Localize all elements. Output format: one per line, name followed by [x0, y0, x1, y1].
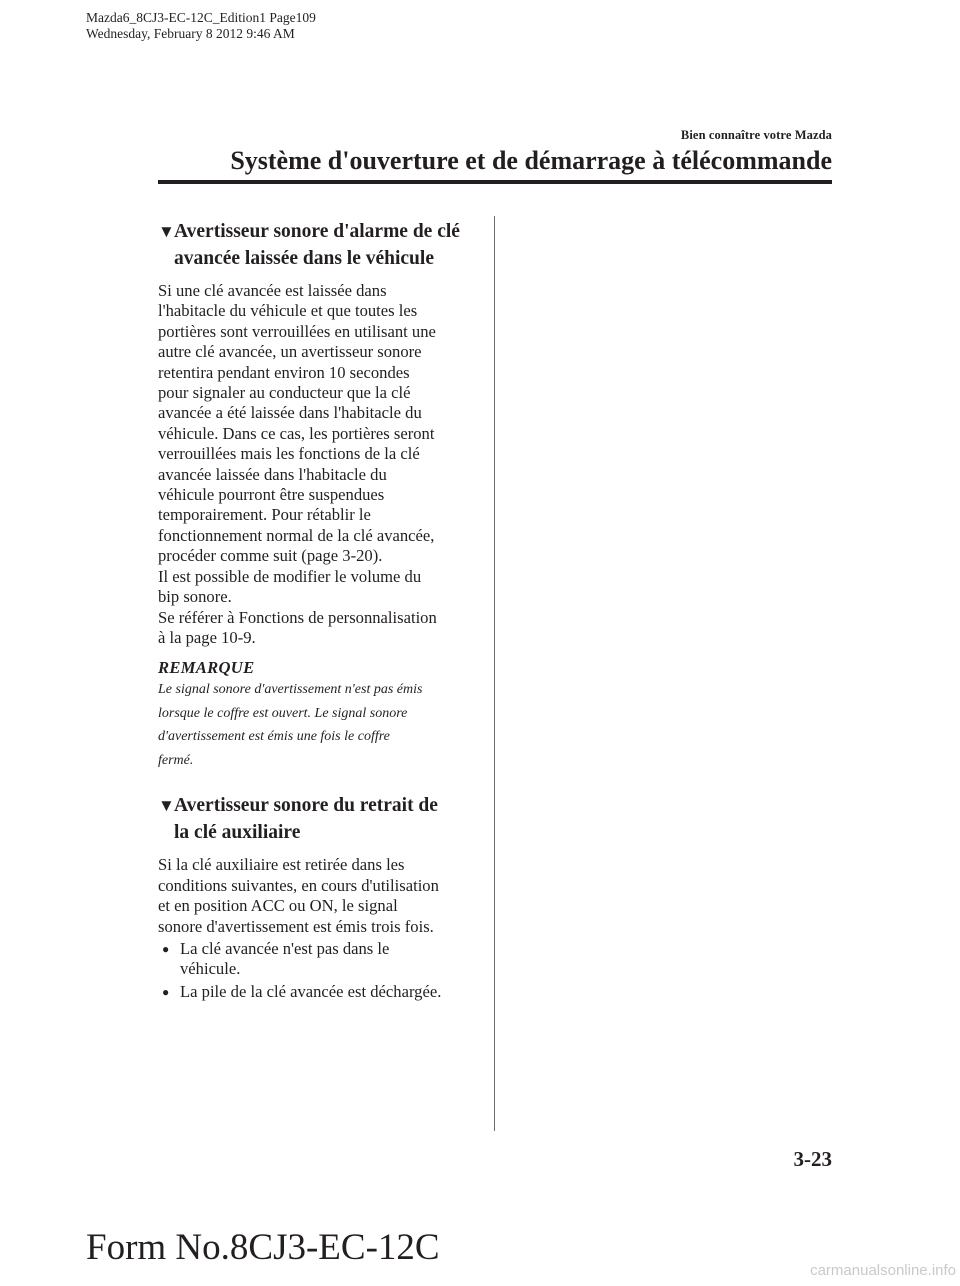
section-heading-advanced-key-alarm	[158, 218, 478, 272]
body-line: portières sont verrouillées en utilisant une	[158, 321, 436, 341]
body-line: verrouillées mais les fonctions de la clé	[158, 444, 420, 464]
body-line: Se référer à Fonctions de personnalisation	[158, 607, 437, 627]
note-line: d'avertissement est émis une fois le coffre	[158, 729, 390, 745]
section1-body	[158, 281, 478, 648]
body-line: avancée laissée dans l'habitacle du	[158, 464, 387, 484]
section2-body	[158, 855, 478, 937]
note-line: Le signal sonore d'avertissement n'est pas émis	[158, 682, 423, 698]
heading-line: Avertisseur sonore du retrait de	[174, 795, 438, 817]
body-line: Si une clé avancée est laissée dans	[158, 281, 387, 300]
note-line: lorsque le coffre est ouvert. Le signal sonore	[158, 705, 408, 721]
body-line: sonore d'avertissement est émis trois fois.	[158, 916, 434, 936]
body-line: véhicule. Dans ce cas, les portières seront	[158, 423, 435, 443]
page-number: 3-23	[793, 1147, 832, 1171]
body-line: fonctionnement normal de la clé avancée,	[158, 525, 435, 545]
body-line: véhicule pourront être suspendues	[158, 485, 385, 505]
watermark: carmanualsonline.info	[810, 1262, 956, 1279]
body-line: l'habitacle du véhicule et que toutes les	[158, 301, 418, 321]
body-line: bip sonore.	[158, 587, 232, 607]
body-line: et en position ACC ou ON, le signal	[158, 896, 398, 916]
bullet-dot-icon: ●	[162, 984, 170, 999]
note-title: REMARQUE	[158, 658, 255, 678]
list-item	[158, 982, 478, 1002]
heading-line: la clé auxiliaire	[174, 822, 301, 844]
form-number: Form No.8CJ3-EC-12C	[86, 1227, 440, 1268]
print-meta-line1: Mazda6_8CJ3-EC-12C_Edition1 Page109	[86, 10, 316, 25]
body-line: à la page 10-9.	[158, 627, 256, 647]
body-line: procéder comme suit (page 3-20).	[158, 546, 383, 566]
list-item-line: véhicule.	[180, 959, 241, 979]
body-line: temporairement. Pour rétablir le	[158, 505, 371, 525]
note-line: fermé.	[158, 752, 194, 768]
heading-line: avancée laissée dans le véhicule	[174, 248, 434, 269]
section-label: Bien connaître votre Mazda	[680, 128, 832, 142]
section-heading-aux-key-removal	[158, 792, 478, 846]
triangle-marker-icon: ▼	[158, 222, 175, 241]
body-line: avancée a été laissée dans l'habitacle du	[158, 403, 422, 423]
heading-line: Avertisseur sonore d'alarme de clé	[174, 221, 460, 242]
chapter-title: Système d'ouverture et de démarrage à télécommande	[230, 146, 832, 175]
body-line: Si la clé auxiliaire est retirée dans les	[158, 855, 405, 875]
print-metadata	[86, 10, 316, 42]
body-line: Il est possible de modifier le volume du	[158, 566, 422, 586]
body-line: autre clé avancée, un avertisseur sonore	[158, 342, 422, 362]
list-item	[158, 939, 478, 980]
running-header	[230, 128, 832, 178]
left-column	[158, 218, 478, 1002]
note-box	[158, 658, 478, 772]
body-line: retentira pendant environ 10 secondes	[158, 362, 410, 382]
header-rule	[158, 180, 832, 184]
condition-list	[158, 939, 478, 1002]
list-item-line: La pile de la clé avancée est déchargée.	[180, 981, 442, 1001]
print-meta-line2: Wednesday, February 8 2012 9:46 AM	[86, 26, 295, 41]
body-line: conditions suivantes, en cours d'utilisation	[158, 875, 439, 895]
bullet-dot-icon: ●	[162, 941, 170, 956]
list-item-line: La clé avancée n'est pas dans le	[180, 938, 390, 958]
triangle-marker-icon: ▼	[158, 796, 175, 816]
body-line: pour signaler au conducteur que la clé	[158, 383, 411, 403]
column-divider	[494, 216, 495, 1131]
